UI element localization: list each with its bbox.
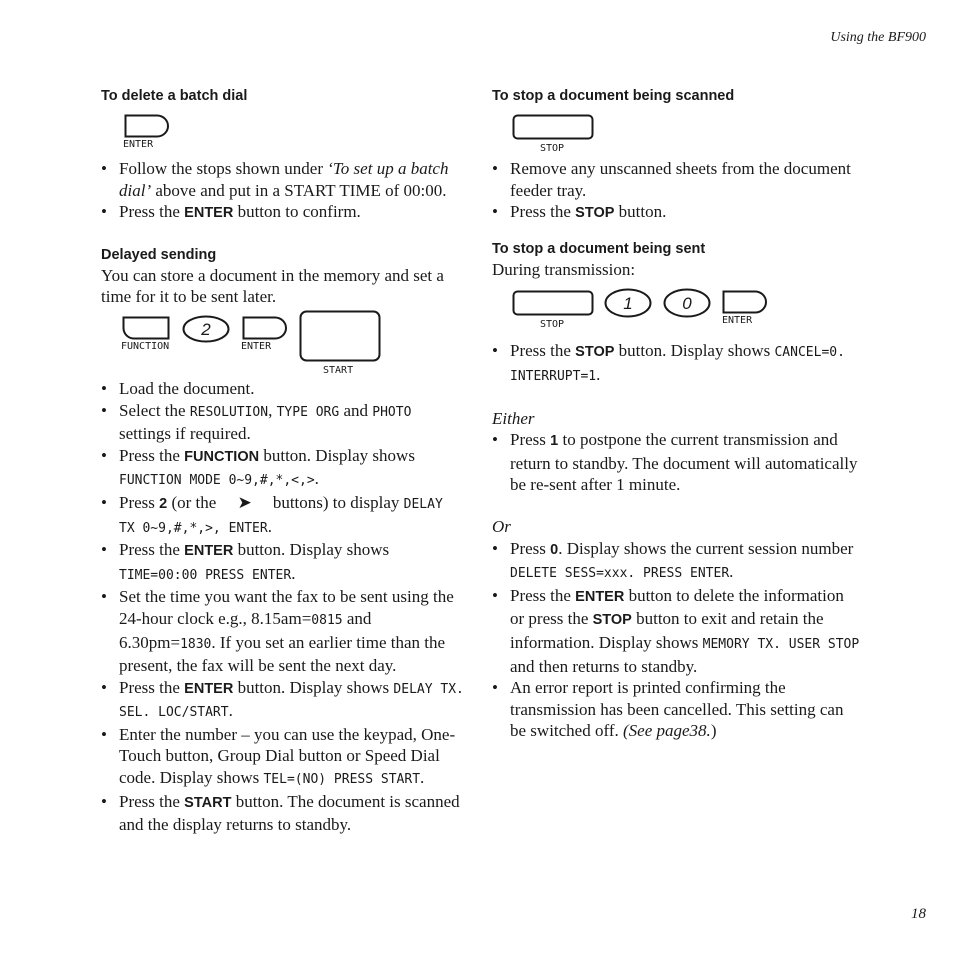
list-item: • Press the ENTER button. Display shows TIME=00:00 PRESS ENTER. [101,539,466,586]
or-steps [492,538,862,742]
stop-key-label: STOP [540,319,565,331]
arrow-right-icon: ➤ [237,492,252,512]
stop-key-label: STOP [540,143,565,154]
heading-delete-batch-dial: To delete a batch dial [101,88,248,104]
enter-key-label: ENTER [722,315,753,327]
list-item: • Press 0. Display shows the current session number DELETE SESS=xxx. PRESS ENTER. [492,538,862,585]
batch-steps [101,158,466,225]
delayed-steps [101,378,466,836]
delayed-intro: You can store a document in the memory and set a time for it to be sent later. [101,265,444,307]
svg-text:2: 2 [201,319,211,339]
stop-key-icon [512,290,594,316]
list-item: • Press 1 to postpone the current transmission and return to standby. The document will automatically be re-sent after 1 minute. [492,429,862,496]
key-1-icon [604,288,652,318]
delayed-key-diagram [101,308,466,378]
either-steps [492,429,862,496]
enter-key-icon [722,290,768,314]
batch-key-diagram [101,106,466,158]
list-item: • Enter the number – you can use the keypad, One-Touch button, Group Dial button or Speed Dial code. Display shows TEL=(NO) PRESS START. [101,724,466,791]
key-2-icon [182,315,230,343]
function-key-label: FUNCTION [121,340,170,352]
svg-text:1: 1 [623,294,633,314]
running-head: Using the BF900 [830,30,926,45]
list-item: • An error report is printed confirming the transmission has been cancelled. This setting can be switched off. (See page38.) [492,677,862,742]
list-item: • Remove any unscanned sheets from the document feeder tray. [492,158,862,201]
list-item: • Load the document. [101,378,466,400]
scanned-key-diagram [492,106,862,158]
svg-text:0: 0 [682,294,692,314]
list-item: • Select the RESOLUTION, TYPE ORG and PHOTO settings if required. [101,400,466,445]
start-key-label: START [323,364,354,376]
list-item: • Follow the stops shown under ‘To set up a batch dial’ above and put in a START TIME of 00:00. [101,158,466,201]
list-item: • Press the ENTER button to confirm. [101,201,466,225]
list-item: • Press the STOP button. [492,201,862,225]
enter-key-icon [242,316,288,340]
sent-intro: During transmission: [492,259,636,279]
key-0-icon [663,288,711,318]
page-number: 18 [911,906,926,922]
scanned-steps [492,158,862,225]
enter-key-label: ENTER [241,340,272,352]
or-label: Or [492,516,511,536]
stop-key-icon [512,114,594,140]
list-item: • Press the ENTER button to delete the information or press the STOP button to exit and retain the information. Display shows MEMORY TX. USER STOP and then returns to standby. [492,585,862,677]
list-item: • Press 2 (or the ➤ buttons) to display DELAY TX 0~9,#,*,>, ENTER. [101,492,466,539]
list-item: • Press the START button. The document is scanned and the display returns to standby. [101,791,466,836]
list-item: • Press the STOP button. Display shows CANCEL=0. INTERRUPT=1. [492,340,862,387]
left-column [101,86,466,836]
enter-key-label: ENTER [123,139,154,150]
heading-delayed-sending: Delayed sending [101,246,217,263]
heading-stop-sent: To stop a document being sent [492,240,706,257]
sent-key-diagram [492,280,862,340]
list-item: • Press the ENTER button. Display shows DELAY TX. SEL. LOC/START. [101,677,466,724]
sent-steps [492,340,862,387]
list-item: • Press the FUNCTION button. Display shows FUNCTION MODE 0~9,#,*,<,>. [101,445,466,492]
list-item: • Set the time you want the fax to be sent using the 24-hour clock e.g., 8.15am=0815 and 6.30pm=1830. If you set an earlier time than the present, the fax will be sent the next day. [101,586,466,676]
heading-stop-scanned: To stop a document being scanned [492,88,735,104]
function-key-icon [122,316,170,340]
enter-key-icon [124,114,170,138]
either-label: Either [492,408,535,428]
start-key-icon [299,310,381,362]
right-column [492,86,862,742]
